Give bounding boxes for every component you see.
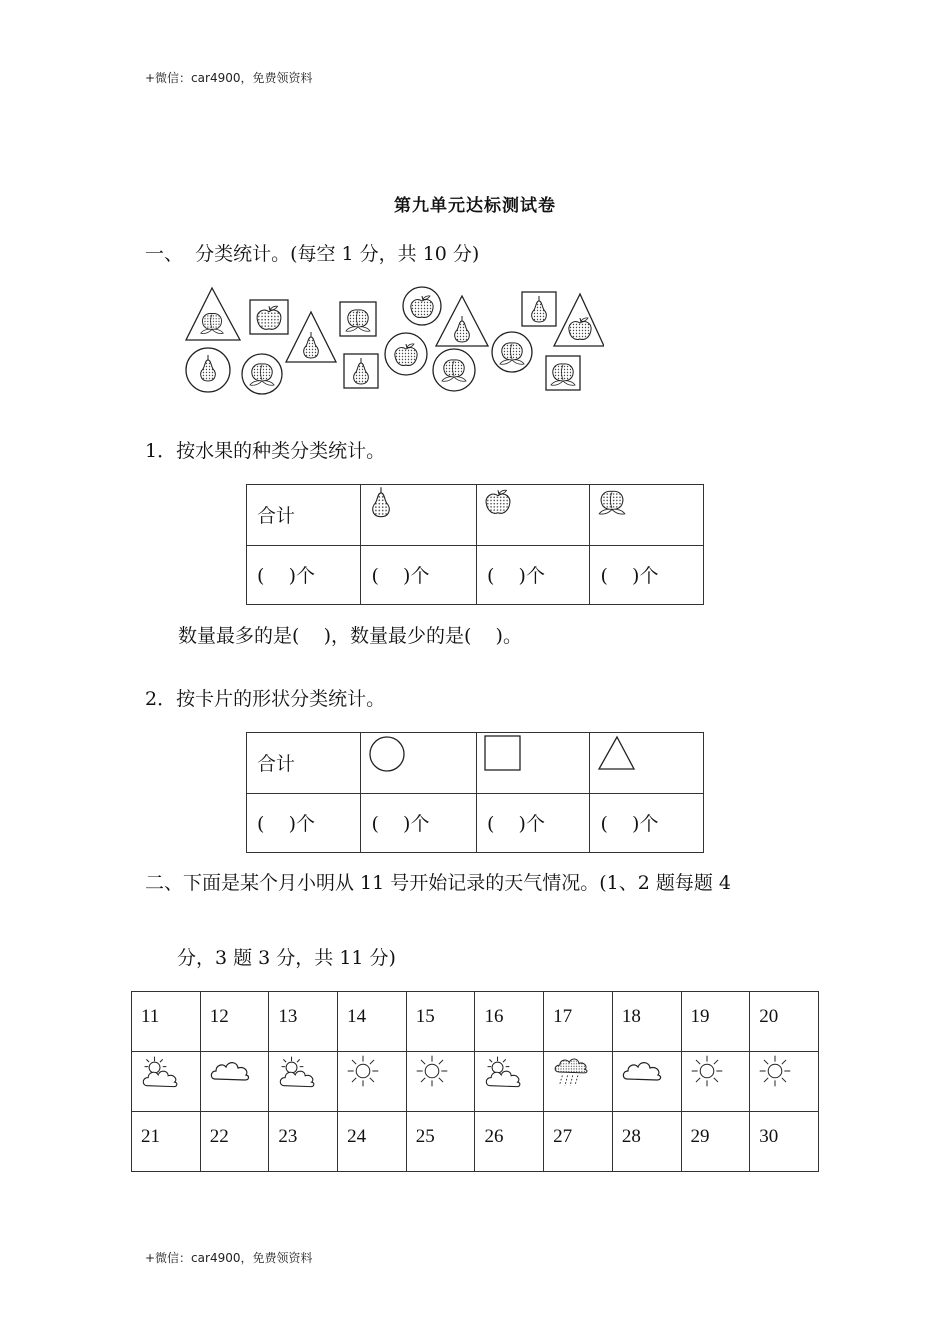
square-card: [546, 356, 580, 390]
count-cell[interactable]: [590, 794, 704, 853]
date-cell: [269, 1112, 338, 1172]
weather-cell: [475, 1052, 544, 1112]
section2-heading-line1: 二、下面是某个月小明从 11 号开始记录的天气情况。(1、2 题每题 4: [145, 872, 732, 894]
triangle-card: [186, 288, 240, 340]
sun-icon: [690, 1054, 724, 1088]
count-cell[interactable]: [361, 794, 476, 853]
count-cell[interactable]: [247, 794, 361, 853]
square-card: [250, 300, 288, 334]
circle-card: [242, 354, 282, 394]
square-card: [344, 354, 378, 388]
triangle-card: [554, 294, 604, 346]
circle-card: [403, 287, 441, 325]
date-cell: [338, 992, 407, 1052]
square-card: [522, 292, 556, 326]
q1-prompt: 1．按水果的种类分类统计。: [145, 440, 386, 462]
count-blank: ( )个: [257, 813, 315, 835]
circle-card: [186, 348, 230, 392]
weather-table: [131, 991, 819, 1172]
fruit-count-table: [246, 484, 704, 605]
count-cell[interactable]: [590, 546, 704, 605]
q1-follow-up: 数量最多的是( )，数量最少的是( )。: [178, 625, 522, 647]
date-cell: [406, 1112, 475, 1172]
date-number: 29: [690, 1126, 710, 1147]
partly-cloudy-icon: [277, 1054, 317, 1092]
date-number: 11: [141, 1006, 160, 1027]
fruit-cards-illustration: [184, 284, 604, 396]
count-cell[interactable]: [476, 546, 590, 605]
total-header-cell: [247, 485, 361, 546]
date-number: 15: [415, 1006, 435, 1027]
watermark-top: +微信：car4900，免费领资料: [145, 71, 313, 85]
date-cell: [681, 1112, 750, 1172]
date-cell: [681, 992, 750, 1052]
date-number: 25: [415, 1126, 435, 1147]
sun-icon: [758, 1054, 792, 1088]
total-header-cell: [247, 733, 361, 794]
date-cell: [200, 1112, 269, 1172]
apple-icon: [483, 486, 513, 516]
date-number: 28: [621, 1126, 641, 1147]
cloud-icon: [209, 1054, 253, 1084]
count-blank: ( )个: [486, 565, 545, 587]
date-cell: [132, 1112, 201, 1172]
date-cell: [338, 1112, 407, 1172]
rain-icon: [552, 1054, 590, 1090]
page-title: 第九单元达标测试卷: [394, 196, 556, 216]
shape-count-table: [246, 732, 704, 853]
pear-icon: [367, 485, 395, 519]
date-number: 19: [690, 1006, 710, 1027]
watermark-bottom: +微信：car4900，免费领资料: [145, 1251, 313, 1265]
count-blank: ( )个: [371, 813, 430, 835]
count-blank: ( )个: [371, 565, 430, 587]
date-cell: [750, 992, 819, 1052]
triangle-card: [286, 312, 336, 362]
total-label: 合计: [257, 753, 296, 775]
date-cell: [612, 1112, 681, 1172]
count-blank: ( )个: [486, 813, 545, 835]
section2-heading-line2: 分，3 题 3 分，共 11 分): [177, 947, 396, 969]
circle-icon: [368, 735, 406, 773]
date-number: 23: [278, 1126, 298, 1147]
count-blank: ( )个: [600, 565, 659, 587]
circle-card: [385, 333, 427, 375]
date-number: 17: [553, 1006, 573, 1027]
weather-cell: [544, 1052, 613, 1112]
date-cell: [612, 992, 681, 1052]
date-cell: [544, 992, 613, 1052]
circle-card: [433, 349, 475, 391]
weather-cell: [750, 1052, 819, 1112]
weather-cell: [681, 1052, 750, 1112]
square-icon: [484, 735, 522, 773]
date-cell: [750, 1112, 819, 1172]
cloud-icon: [621, 1054, 665, 1084]
count-cell[interactable]: [476, 794, 590, 853]
weather-cell: [269, 1052, 338, 1112]
circle-card: [492, 332, 532, 372]
sun-icon: [346, 1054, 380, 1088]
weather-cell: [406, 1052, 475, 1112]
triangle-card: [436, 296, 488, 346]
square-card: [340, 302, 376, 336]
weather-cell: [200, 1052, 269, 1112]
date-number: 16: [484, 1006, 504, 1027]
peach-column-header: [590, 485, 704, 546]
pear-column-header: [361, 485, 476, 546]
date-number: 14: [347, 1006, 367, 1027]
weather-cell: [132, 1052, 201, 1112]
date-cell: [475, 1112, 544, 1172]
date-cell: [406, 992, 475, 1052]
date-cell: [132, 992, 201, 1052]
date-number: 24: [347, 1126, 367, 1147]
date-cell: [269, 992, 338, 1052]
date-cell: [200, 992, 269, 1052]
square-column-header: [476, 733, 590, 794]
weather-cell: [612, 1052, 681, 1112]
count-blank: ( )个: [257, 565, 315, 587]
triangle-column-header: [590, 733, 704, 794]
count-cell[interactable]: [247, 546, 361, 605]
sun-icon: [415, 1054, 449, 1088]
date-cell: [544, 1112, 613, 1172]
weather-cell: [338, 1052, 407, 1112]
date-number: 22: [209, 1126, 229, 1147]
date-number: 26: [484, 1126, 504, 1147]
q2-prompt: 2．按卡片的形状分类统计。: [145, 688, 386, 710]
date-number: 30: [759, 1126, 779, 1147]
count-blank: ( )个: [600, 813, 659, 835]
section1-heading: 一、 分类统计。(每空 1 分，共 10 分): [145, 243, 480, 265]
peach-icon: [596, 486, 628, 516]
date-cell: [475, 992, 544, 1052]
circle-column-header: [361, 733, 476, 794]
date-number: 13: [278, 1006, 298, 1027]
date-number: 20: [759, 1006, 779, 1027]
total-label: 合计: [257, 505, 296, 527]
date-number: 18: [621, 1006, 641, 1027]
partly-cloudy-icon: [140, 1054, 180, 1092]
triangle-icon: [597, 735, 637, 773]
count-cell[interactable]: [361, 546, 476, 605]
partly-cloudy-icon: [483, 1054, 523, 1092]
apple-column-header: [476, 485, 590, 546]
date-number: 21: [141, 1126, 160, 1147]
date-number: 27: [553, 1126, 573, 1147]
date-number: 12: [209, 1006, 229, 1027]
